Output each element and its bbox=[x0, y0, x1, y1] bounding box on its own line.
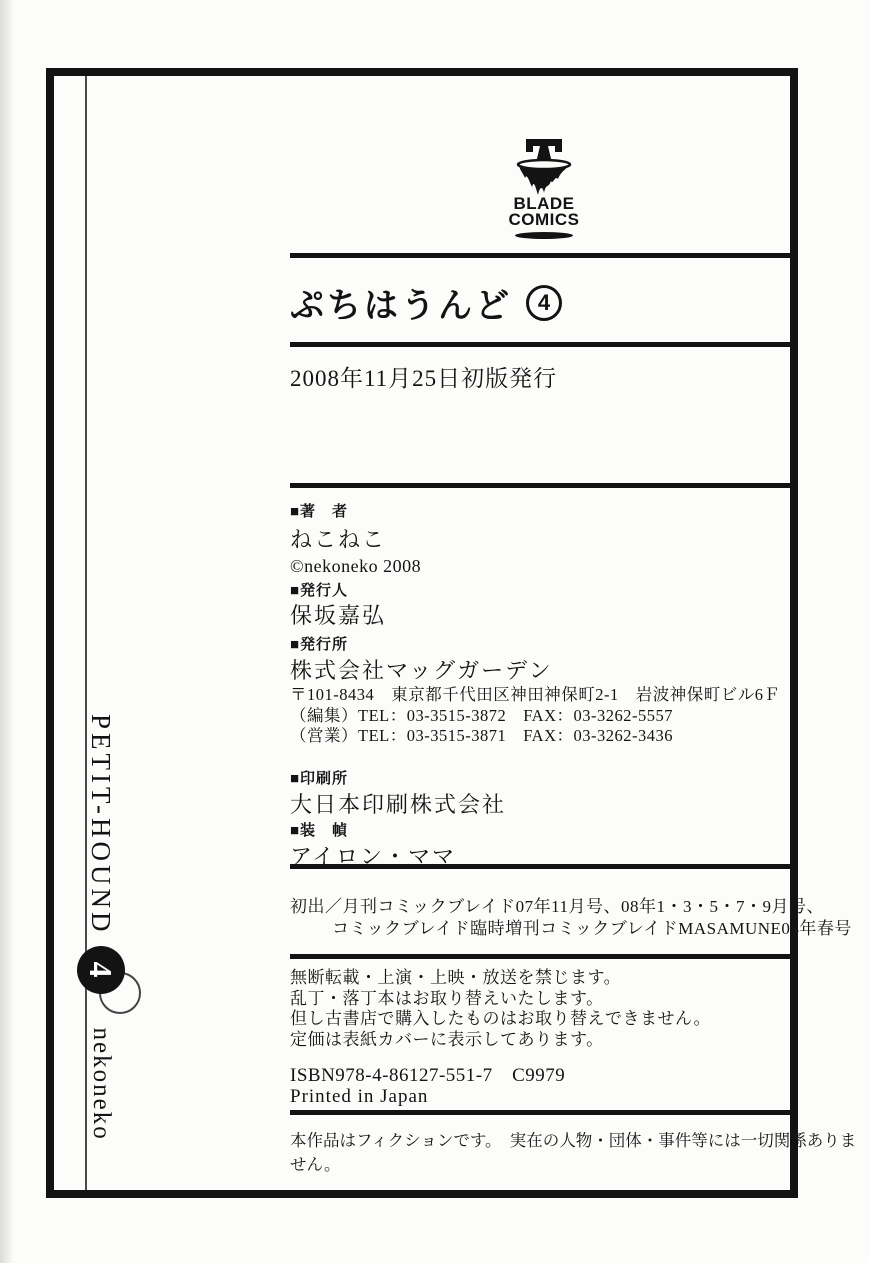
author-label: ■著 者 bbox=[290, 503, 349, 520]
first-publication-block bbox=[290, 896, 852, 940]
section-divider bbox=[290, 954, 790, 959]
design-name: アイロン・ママ bbox=[290, 844, 457, 869]
publisher-name: 株式会社マッグガーデン bbox=[290, 658, 553, 683]
publisher-tel-sales: （営業）TEL：03-3515-3871 FAX：03-3262-3436 bbox=[290, 726, 673, 745]
section-divider bbox=[290, 342, 790, 347]
spine-volume-badge bbox=[77, 946, 125, 994]
book-title bbox=[290, 278, 562, 327]
issuer-name: 保坂嘉弘 bbox=[290, 603, 387, 628]
spine-title-english: PETIT-HOUND bbox=[86, 714, 117, 936]
faucet-drip-icon bbox=[502, 138, 586, 196]
printer-name: 大日本印刷株式会社 bbox=[290, 792, 507, 817]
isbn-line: ISBN978-4-86127-551-7 C9979 bbox=[290, 1065, 566, 1086]
volume-circle-badge: 4 bbox=[526, 285, 562, 321]
author-copyright: ©nekoneko 2008 bbox=[290, 556, 422, 576]
author-name: ねこねこ bbox=[290, 527, 387, 552]
spine-author-english: nekoneko bbox=[88, 1027, 115, 1141]
publisher-contact-block bbox=[290, 685, 781, 747]
printer-label: ■印刷所 bbox=[290, 770, 349, 787]
publisher-label: ■発行所 bbox=[290, 636, 349, 653]
notice-line: 但し古書店で購入したものはお取り替えできません。 bbox=[290, 1009, 712, 1028]
notice-line: 乱丁・落丁本はお取り替えいたします。 bbox=[290, 988, 604, 1008]
spine-badge-disc: 4 bbox=[77, 946, 125, 994]
first-publication-line1: 初出／月刊コミックブレイド07年11月号、08年1・3・5・7・9月号、 bbox=[290, 897, 824, 916]
logo-underline-ellipse bbox=[515, 232, 573, 239]
notice-line: 無断転載・上演・上映・放送を禁じます。 bbox=[290, 968, 622, 987]
notice-line: 定価は表紙カバーに表示してあります。 bbox=[290, 1029, 604, 1049]
issuer-label: ■発行人 bbox=[290, 582, 349, 599]
logo-text-line1: BLADE bbox=[513, 194, 575, 213]
first-publication-line2: コミックブレイド臨時増刊コミックブレイドMASAMUNE04年春号 bbox=[332, 919, 852, 938]
logo-text-line2: COMICS bbox=[508, 210, 580, 229]
scan-edge-shading bbox=[0, 0, 14, 1263]
publisher-logo bbox=[498, 138, 590, 239]
legal-notices-block bbox=[290, 968, 711, 1050]
printed-in-japan: Printed in Japan bbox=[290, 1086, 429, 1107]
section-divider bbox=[290, 1110, 790, 1115]
spine-text bbox=[78, 714, 124, 1141]
fiction-disclaimer: 本作品はフィクションです。 実在の人物・団体・事件等には一切関係ありません。 bbox=[290, 1131, 857, 1174]
book-title-text: ぷちはうんど bbox=[290, 287, 512, 325]
section-divider bbox=[290, 253, 790, 258]
publisher-tel-editorial: （編集）TEL：03-3515-3872 FAX：03-3262-5557 bbox=[290, 705, 673, 725]
design-label: ■装 幀 bbox=[290, 822, 349, 839]
publisher-address: 〒101-8434 東京都千代田区神田神保町2-1 岩波神保町ビル6Ｆ bbox=[290, 685, 781, 704]
edition-date: 2008年11月25日初版発行 bbox=[290, 366, 558, 391]
section-divider bbox=[290, 483, 790, 488]
